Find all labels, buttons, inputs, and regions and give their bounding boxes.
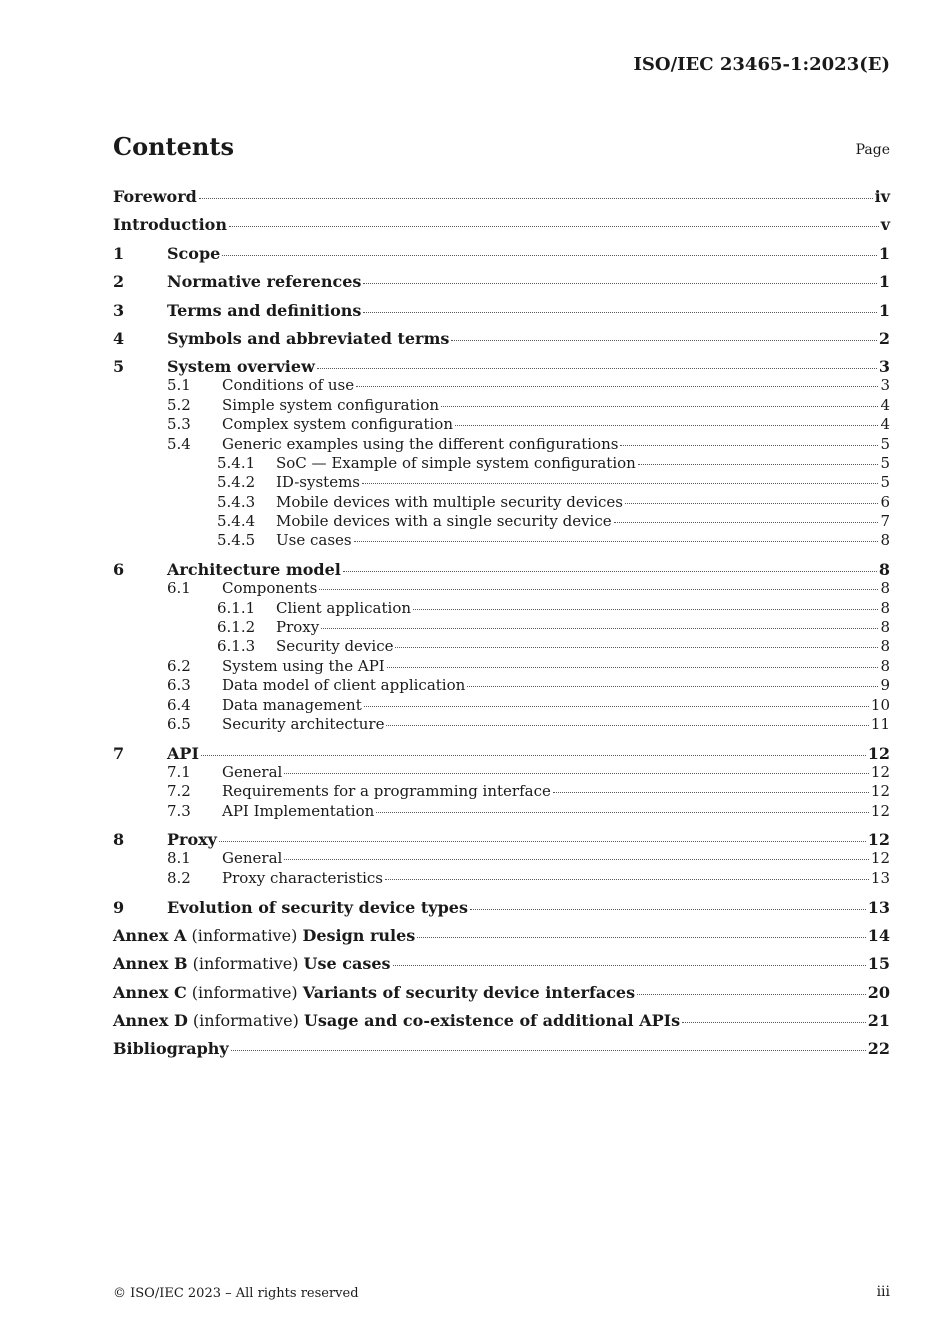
toc-entry[interactable] (113, 215, 890, 234)
dot-leader (317, 368, 877, 369)
toc-entry-number: 2 (113, 272, 125, 292)
dot-leader (386, 725, 868, 726)
dot-leader (363, 283, 876, 284)
toc-entry[interactable] (113, 715, 890, 734)
toc-entry[interactable] (113, 357, 890, 376)
dot-leader (284, 859, 869, 860)
document-id: ISO/IEC 23465-1:2023(E) (633, 54, 890, 75)
toc-entry-page: 5 (880, 434, 890, 453)
toc-entry-title (113, 983, 635, 1002)
toc-entry-title: Security architecture (222, 714, 385, 733)
toc-entry-page: 13 (867, 897, 890, 917)
dot-leader (413, 609, 878, 610)
toc-entry-title: Symbols and abbreviated terms (167, 328, 450, 348)
toc-entry[interactable] (113, 676, 890, 695)
toc-entry-title: Data management (222, 695, 362, 714)
toc-entry-title: Security device (276, 637, 394, 656)
toc-entry-number: 5.3 (167, 415, 191, 434)
toc-entry-title: Data model of client application (222, 676, 466, 695)
toc-entry-page: 8 (880, 656, 890, 675)
toc-entry-page: 11 (870, 714, 890, 733)
toc-entry-title: Evolution of security device types (167, 897, 468, 917)
toc-entry-title: System using the API (222, 656, 385, 675)
page-title: Contents (113, 132, 234, 161)
toc-entry[interactable] (113, 830, 890, 849)
toc-entry-number: 6.1.1 (217, 598, 256, 617)
page-column-label: Page (855, 142, 890, 158)
toc-entry[interactable] (113, 396, 890, 415)
toc-entry-page: 12 (870, 782, 890, 801)
toc-entry-page: 4 (880, 395, 890, 414)
toc-entry-title: Conditions of use (222, 376, 355, 395)
toc-entry-number: 5 (113, 357, 125, 377)
toc-entry-title: Bibliography (113, 1039, 229, 1059)
toc-entry-page: iv (874, 187, 890, 206)
dot-leader (451, 340, 876, 341)
toc-entry-title: General (222, 762, 283, 781)
toc-entry-number: 6.4 (167, 695, 191, 714)
toc-entry[interactable] (113, 657, 890, 676)
toc-entry-page: 8 (880, 618, 890, 637)
annex-type: (informative) (186, 982, 303, 1002)
toc-entry[interactable] (113, 618, 890, 637)
dot-leader (354, 541, 879, 542)
dot-leader (219, 841, 866, 842)
dot-leader (393, 965, 866, 966)
dot-leader (376, 812, 869, 813)
dot-leader (321, 628, 878, 629)
toc-entry-page: 9 (880, 676, 890, 695)
toc-entry-number: 3 (113, 300, 125, 320)
toc-entry-number: 7.2 (167, 782, 191, 801)
toc-entry-page: 8 (880, 579, 890, 598)
toc-entry-title: Proxy (276, 618, 320, 637)
toc-entry[interactable] (113, 301, 890, 320)
toc-entry-page: 2 (878, 328, 890, 348)
toc-entry-number: 7.3 (167, 801, 191, 820)
toc-entry[interactable] (113, 599, 890, 618)
dot-leader (385, 879, 869, 880)
toc-entry-page: 8 (880, 531, 890, 550)
toc-entry[interactable] (113, 376, 890, 395)
toc-entry-number: 6.1 (167, 579, 191, 598)
annex-title: Usage and co-existence of additional APIs (303, 1011, 681, 1031)
toc-entry[interactable] (113, 415, 890, 434)
toc-entry-title (113, 926, 415, 945)
toc-entry-title: Simple system configuration (222, 395, 440, 414)
dot-leader (614, 522, 879, 523)
toc-entry-title: Foreword (113, 187, 197, 206)
toc-entry[interactable] (113, 435, 890, 454)
toc-entry[interactable] (113, 272, 890, 291)
toc-entry[interactable] (113, 1011, 890, 1030)
annex-label: Annex B (113, 954, 188, 974)
toc-entry-title: Scope (167, 243, 221, 263)
toc-entry-number: 6.5 (167, 714, 191, 733)
toc-entry-page: 22 (867, 1039, 890, 1059)
toc-entry-page: 21 (867, 1011, 890, 1031)
toc-entry[interactable] (113, 579, 890, 598)
toc-entry-number: 5.4.2 (217, 473, 256, 492)
dot-leader (387, 667, 879, 668)
annex-title: Variants of security device interfaces (302, 982, 636, 1002)
dot-leader (222, 255, 877, 256)
toc-entry-title: General (222, 849, 283, 868)
toc-entry-title: API Implementation (222, 801, 375, 820)
dot-leader (682, 1022, 866, 1023)
toc-entry[interactable] (113, 531, 890, 550)
toc-entry-number: 8.1 (167, 849, 191, 868)
toc-entry[interactable] (113, 560, 890, 579)
annex-type: (informative) (186, 925, 303, 945)
toc-entry-title: Complex system configuration (222, 415, 453, 434)
toc-entry-title: ID-systems (276, 473, 360, 492)
table-of-contents (113, 182, 890, 1058)
toc-entry-page: 3 (880, 376, 890, 395)
toc-entry-title: System overview (167, 357, 315, 377)
dot-leader (319, 589, 878, 590)
dot-leader (620, 445, 878, 446)
toc-entry[interactable] (113, 187, 890, 206)
toc-entry-title: Mobile devices with multiple security devices (276, 492, 623, 511)
toc-entry-number: 6.1.3 (217, 637, 256, 656)
toc-entry-number: 5.2 (167, 395, 191, 414)
toc-entry-number: 5.1 (167, 376, 191, 395)
dot-leader (395, 647, 878, 648)
toc-entry[interactable] (113, 782, 890, 801)
toc-entry-page: 5 (880, 473, 890, 492)
toc-entry-page: 20 (867, 982, 890, 1002)
dot-leader (231, 1050, 866, 1051)
toc-entry-page: 14 (867, 925, 890, 945)
toc-entry[interactable] (113, 802, 890, 821)
toc-entry-number: 8 (113, 830, 125, 850)
toc-entry-title (113, 1011, 680, 1030)
toc-entry-number: 6.3 (167, 676, 191, 695)
toc-entry-title: Normative references (167, 272, 362, 292)
dot-leader (470, 909, 866, 910)
toc-entry-number: 1 (113, 243, 125, 263)
toc-entry-page: 1 (878, 300, 890, 320)
toc-entry-title: Components (222, 579, 318, 598)
toc-entry-title: Architecture model (167, 560, 341, 580)
toc-entry-page: 15 (867, 954, 890, 974)
toc-entry[interactable] (113, 1039, 890, 1058)
toc-entry[interactable] (113, 493, 890, 512)
toc-entry-page: 1 (878, 272, 890, 292)
toc-entry[interactable] (113, 637, 890, 656)
dot-leader (343, 571, 877, 572)
toc-entry-page: 3 (878, 357, 890, 377)
toc-entry-page: 10 (870, 695, 890, 714)
toc-entry-title: API (167, 743, 199, 763)
annex-label: Annex A (113, 925, 187, 945)
dot-leader (553, 792, 869, 793)
annex-title: Use cases (303, 954, 391, 974)
toc-entry-page: v (880, 215, 890, 235)
toc-entry[interactable] (113, 954, 890, 973)
toc-entry-title: Terms and definitions (167, 300, 362, 320)
toc-entry[interactable] (113, 696, 890, 715)
dot-leader (638, 464, 879, 465)
toc-entry-page: 7 (880, 512, 890, 531)
toc-entry-page: 13 (870, 868, 890, 887)
toc-entry[interactable] (113, 898, 890, 917)
toc-entry-page: 5 (880, 453, 890, 472)
toc-entry-number: 6.2 (167, 656, 191, 675)
dot-leader (201, 755, 866, 756)
toc-entry[interactable] (113, 244, 890, 263)
toc-entry-page: 8 (878, 560, 890, 580)
dot-leader (364, 706, 869, 707)
annex-type: (informative) (187, 1011, 304, 1031)
toc-entry-page: 6 (880, 492, 890, 511)
toc-entry-title: Generic examples using the different configurations (222, 434, 619, 453)
dot-leader (284, 773, 869, 774)
toc-entry-title: Proxy (167, 830, 217, 850)
toc-entry[interactable] (113, 763, 890, 782)
toc-entry-number: 9 (113, 897, 125, 917)
toc-entry-number: 4 (113, 328, 125, 348)
toc-entry[interactable] (113, 849, 890, 868)
dot-leader (637, 994, 866, 995)
toc-entry-page: 8 (880, 598, 890, 617)
toc-entry[interactable] (113, 454, 890, 473)
toc-entry-number: 5.4.1 (217, 453, 256, 472)
toc-entry-title: Requirements for a programming interface (222, 782, 551, 801)
toc-entry-title: Use cases (276, 531, 352, 550)
toc-entry-title: Introduction (113, 215, 227, 235)
toc-entry-page: 1 (878, 243, 890, 263)
toc-entry-number: 7 (113, 743, 125, 763)
dot-leader (467, 686, 878, 687)
toc-entry-title: Mobile devices with a single security device (276, 512, 612, 531)
toc-entry-number: 5.4 (167, 434, 191, 453)
toc-entry-page: 12 (870, 801, 890, 820)
toc-entry[interactable] (113, 512, 890, 531)
dot-leader (417, 937, 865, 938)
dot-leader (455, 425, 878, 426)
toc-entry[interactable] (113, 329, 890, 348)
toc-entry-title: Client application (276, 598, 412, 617)
annex-type: (informative) (187, 954, 304, 974)
dot-leader (362, 483, 878, 484)
toc-entry[interactable] (113, 473, 890, 492)
copyright-notice: © ISO/IEC 2023 – All rights reserved (113, 1286, 359, 1301)
toc-entry[interactable] (113, 744, 890, 763)
toc-entry-page: 4 (880, 415, 890, 434)
toc-entry-number: 6 (113, 560, 125, 580)
toc-entry-number: 5.4.3 (217, 492, 256, 511)
toc-entry-number: 8.2 (167, 868, 191, 887)
annex-title: Design rules (302, 925, 416, 945)
dot-leader (441, 406, 878, 407)
toc-entry-number: 5.4.4 (217, 512, 256, 531)
toc-entry[interactable] (113, 869, 890, 888)
toc-entry-number: 7.1 (167, 762, 191, 781)
dot-leader (625, 503, 878, 504)
toc-entry-title: SoC — Example of simple system configuration (276, 453, 636, 472)
annex-label: Annex D (113, 1011, 188, 1031)
toc-entry[interactable] (113, 926, 890, 945)
toc-entry-title: Proxy characteristics (222, 868, 384, 887)
annex-label: Annex C (113, 982, 187, 1002)
dot-leader (363, 312, 876, 313)
toc-entry-page: 12 (870, 849, 890, 868)
toc-entry-page: 12 (867, 743, 890, 763)
dot-leader (229, 226, 879, 227)
toc-entry-number: 6.1.2 (217, 618, 256, 637)
toc-entry-number: 5.4.5 (217, 531, 256, 550)
toc-entry-page: 8 (880, 637, 890, 656)
dot-leader (356, 386, 878, 387)
toc-entry-page: 12 (867, 830, 890, 850)
dot-leader (199, 198, 873, 199)
toc-entry[interactable] (113, 983, 890, 1002)
toc-entry-page: 12 (870, 762, 890, 781)
toc-entry-title (113, 954, 391, 973)
page-number: iii (876, 1284, 890, 1300)
